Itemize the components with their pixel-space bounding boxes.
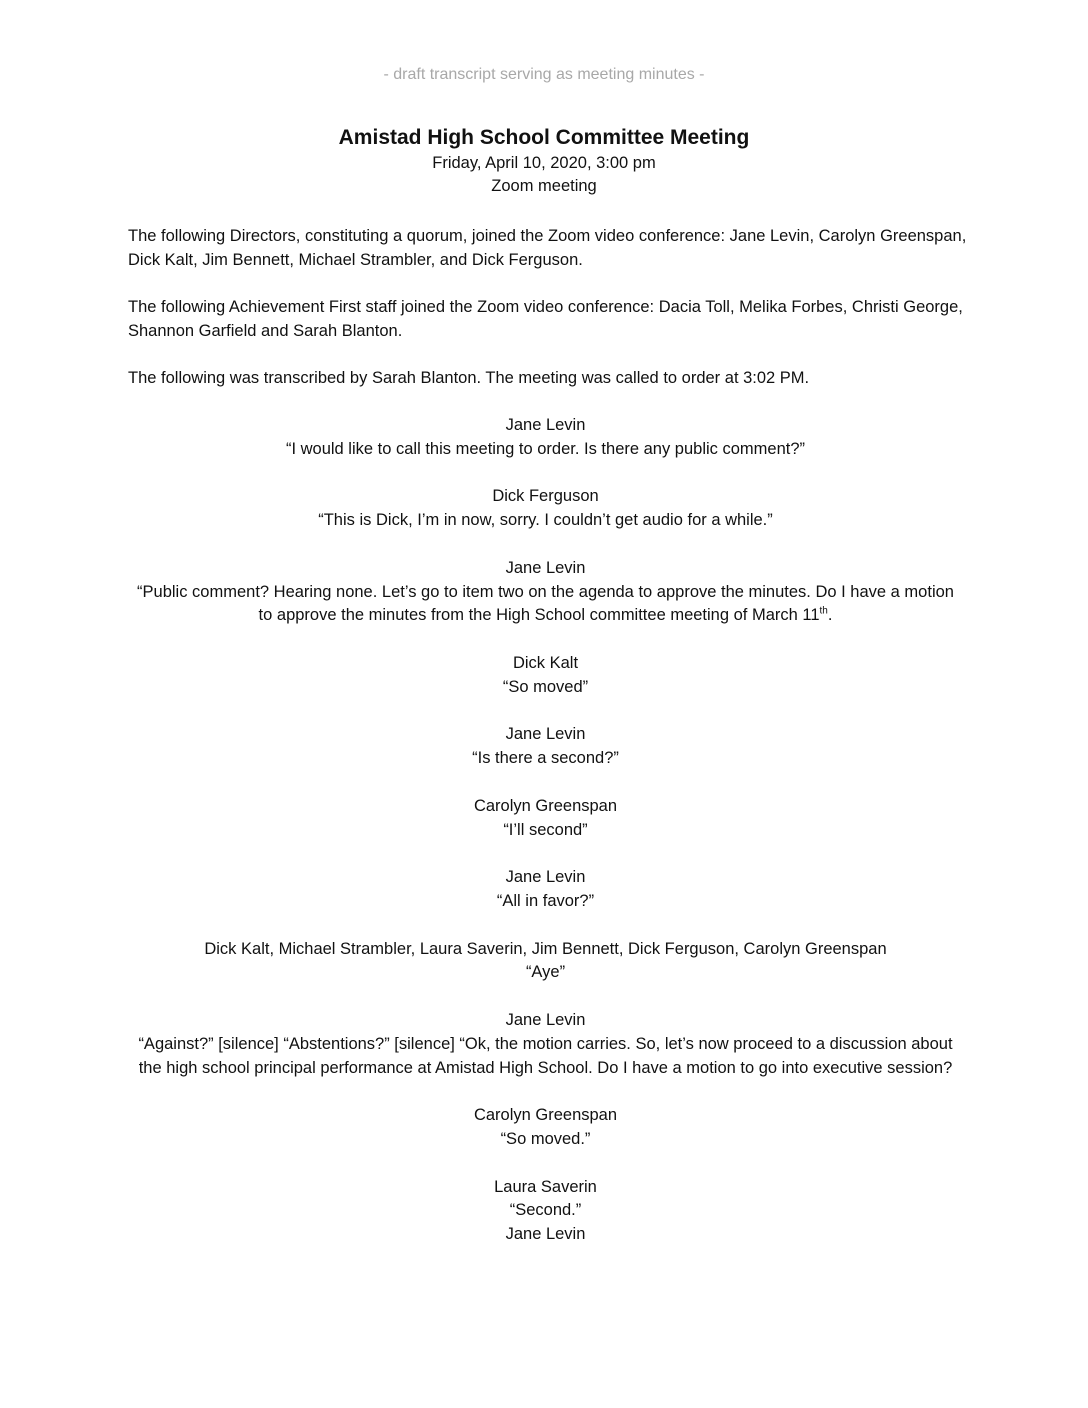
speaker-name: Jane Levin	[505, 416, 586, 434]
title-block	[0, 124, 1088, 198]
speaker-name: Laura Saverin	[494, 1177, 597, 1196]
transcript-turn	[128, 557, 963, 628]
speaker-quote: “Second.”	[509, 1201, 582, 1220]
speaker-quote: “All in favor?”	[496, 891, 595, 910]
transcript-turn	[128, 938, 963, 986]
speaker-quote: “Is there a second?”	[472, 749, 619, 768]
meeting-location: Zoom meeting	[491, 177, 597, 195]
transcribed-paragraph: The following was transcribed by Sarah Blanton. The meeting was called to order at 3:02 PM.	[128, 369, 810, 387]
speaker-quote: “So moved.”	[500, 1129, 591, 1148]
speaker-name: Jane Levin	[505, 1225, 586, 1244]
staff-paragraph: The following Achievement First staff joined the Zoom video conference: Dacia Toll, Melika Forbes, Christi George, Shannon Garfield and Sarah Blanton.	[128, 298, 963, 340]
transcript-turn	[128, 1009, 963, 1080]
transcript	[128, 414, 963, 1247]
speaker-name: Jane Levin	[505, 868, 586, 887]
page-title: Amistad High School Committee Meeting	[338, 126, 750, 149]
speaker-name: Jane Levin	[505, 1010, 586, 1029]
speaker-name: Dick Ferguson	[492, 487, 599, 506]
transcript-turn	[128, 652, 963, 700]
speaker-quote	[128, 581, 963, 629]
speaker-quote: “Aye”	[525, 963, 566, 982]
ordinal-suffix: th	[819, 605, 828, 617]
speaker-name: Carolyn Greenspan	[473, 796, 618, 815]
speaker-quote: “Against?” [silence] “Abstentions?” [silence] “Ok, the motion carries. So, let’s now proceed to a discussion about the high school principal performance at Amistad High School. Do I have a motion to go into executive session?	[138, 1034, 953, 1077]
transcript-turn	[128, 1223, 963, 1247]
quote-text: “Public comment? Hearing none. Let’s go to item two on the agenda to approve the minutes. Do I have a motion to approve the minutes from the High School committee meeting of March 11	[137, 582, 954, 625]
transcript-turn	[128, 1104, 963, 1152]
transcript-turn	[128, 795, 963, 843]
speaker-name: Dick Kalt	[512, 653, 579, 672]
directors-paragraph: The following Directors, constituting a quorum, joined the Zoom video conference: Jane Levin, Carolyn Greenspan, Dick Kalt, Jim Bennett, Michael Strambler, and Dick Ferguson.	[128, 227, 967, 269]
speaker-quote: “I’ll second”	[503, 820, 588, 839]
speaker-quote: “I would like to call this meeting to order. Is there any public comment?”	[285, 439, 806, 458]
speaker-quote: “This is Dick, I’m in now, sorry. I couldn’t get audio for a while.”	[318, 511, 773, 530]
transcript-turn	[128, 485, 963, 533]
draft-header-note: - draft transcript serving as meeting minutes -	[383, 66, 705, 83]
transcript-turn	[128, 723, 963, 771]
speaker-name: Jane Levin	[505, 558, 586, 577]
speaker-name: Jane Levin	[505, 725, 586, 744]
speaker-name: Dick Kalt, Michael Strambler, Laura Saverin, Jim Bennett, Dick Ferguson, Carolyn Greenspan	[204, 939, 887, 958]
transcript-turn	[128, 866, 963, 914]
transcript-turn	[128, 414, 963, 462]
meeting-date: Friday, April 10, 2020, 3:00 pm	[432, 154, 656, 172]
speaker-quote: “So moved”	[502, 677, 589, 696]
speaker-name: Carolyn Greenspan	[473, 1106, 618, 1125]
quote-end: .	[827, 606, 833, 625]
transcript-turn	[128, 1176, 963, 1224]
